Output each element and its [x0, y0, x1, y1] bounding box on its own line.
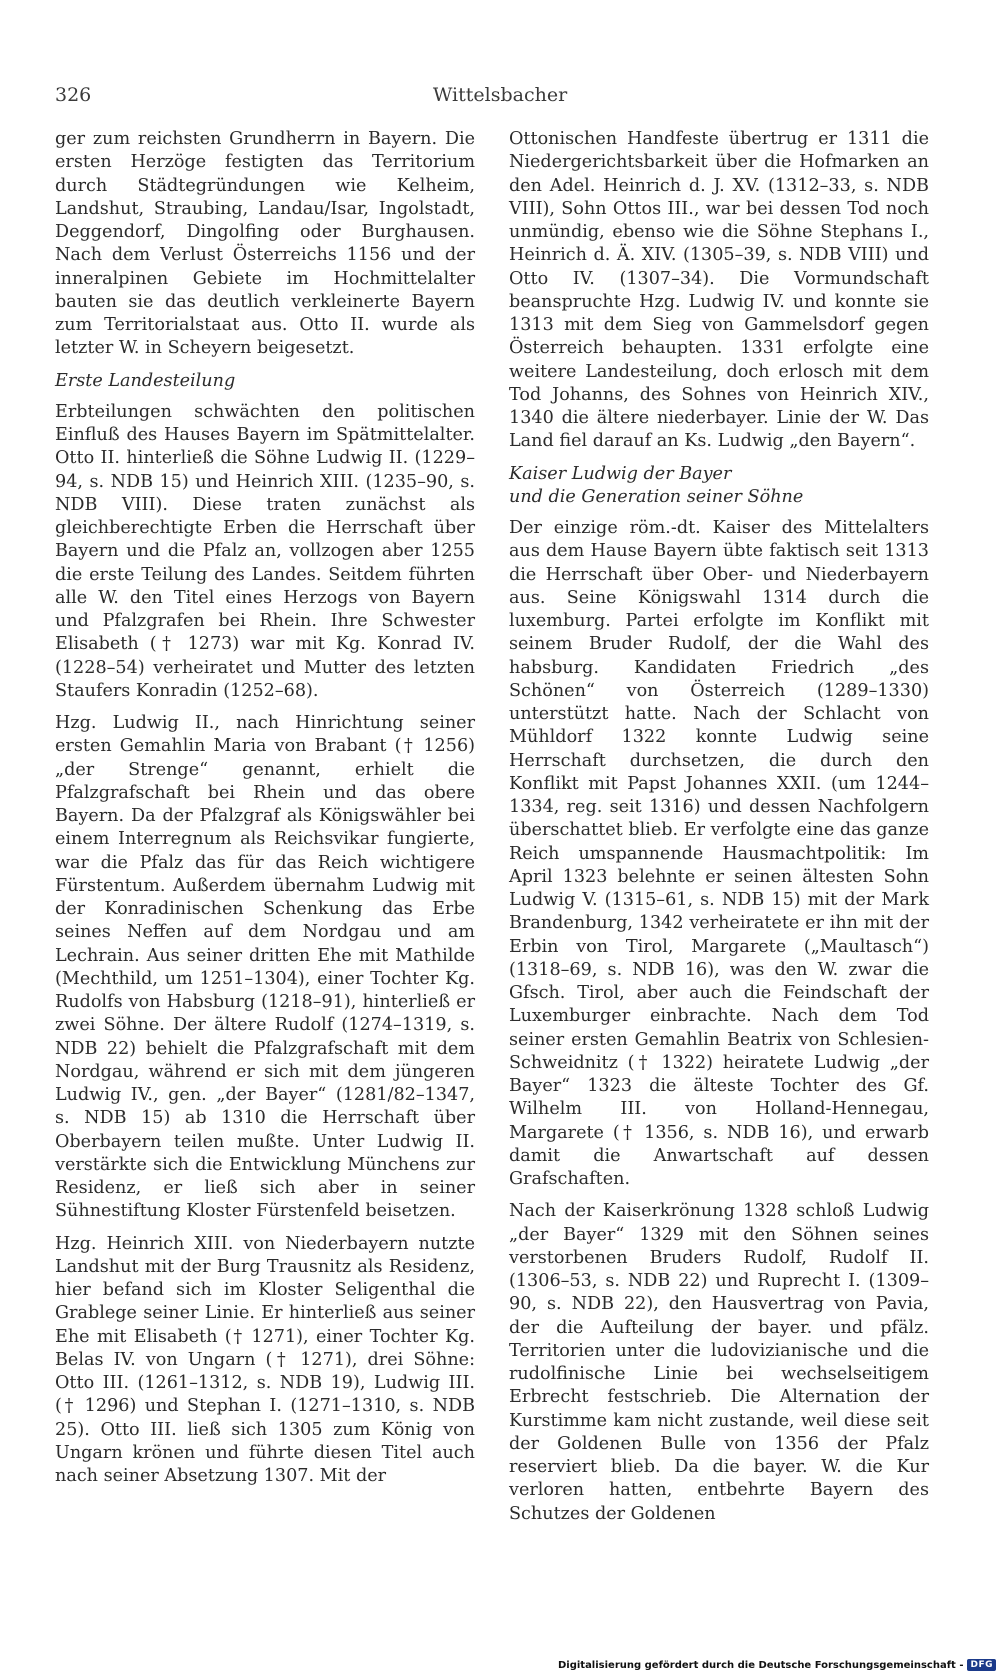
credit-text: Digitalisierung gefördert durch die Deutsche Forschungsgemeinschaft - [557, 1659, 964, 1671]
left-paragraph-2: Erbteilungen schwächten den politischen Einfluß des Hauses Bayern im Spätmittelalter. Otto II. hinterließ die Söhne Ludwig II. (1229–94, s. NDB 15) und Heinrich XIII. (1235–90, s. NDB VIII). Diese traten zunächst als gleichberechtigte Erben die Herrschaft über Bayern und die Pfalz an, vollzogen aber 1255 die erste Teilung des Landes. Seitdem führten alle W. den Titel eines Herzogs von Bayern und Pfalzgrafen bei Rhein. Ihre Schwester Elisabeth († 1273) war mit Kg. Konrad IV. (1228–54) verheiratet und Mutter des letzten Staufers Konradin (1252–68). [55, 401, 475, 701]
left-paragraph-1: ger zum reichsten Grundherrn in Bayern. Die ersten Herzöge festigten das Territorium durch Städtegründungen wie Kelheim, Landshut, Straubing, Landau/Isar, Ingolstadt, Deggendorf, Dingolfing oder Burghausen. Nach dem Verlust Österreichs 1156 und der inneralpinen Gebiete im Hochmittelalter bauten sie das deutlich verkleinerte Bayern zum Territorialstaat aus. Otto II. wurde als letzter W. in Scheyern beigesetzt. [55, 129, 475, 359]
right-paragraph-3: Nach der Kaiserkrönung 1328 schloß Ludwig „der Bayer“ 1329 mit den Söhnen seines verstorbenen Bruders Rudolf, Rudolf II. (1306–53, s. NDB 22) und Ruprecht I. (1309–90, s. NDB 22), den Hausvertrag von Pavia, der die Aufteilung der bayer. und pfälz. Territorien unter die ludovizianische und die rudolfinische Linie bei wechselseitigem Erbrecht festschrieb. Die Alternation der Kurstimme kam nicht zustande, weil diese seit der Goldenen Bulle von 1356 der Pfalz reserviert blieb. Da die bayer. W. die Kur verloren hatten, entbehrte Bayern des Schutzes der Goldenen [509, 1201, 929, 1524]
right-paragraph-2: Der einzige röm.-dt. Kaiser des Mittelalters aus dem Hause Bayern übte faktisch seit 1313 die Herrschaft über Ober- und Niederbayern aus. Seine Königswahl 1314 durch die luxemburg. Partei erfolgte im Konflikt mit seinem Bruder Rudolf, der die Wahl des habsburg. Kandidaten Friedrich „des Schönen“ von Österreich (1289–1330) unterstützt hatte. Nach der Schlacht von Mühldorf 1322 konnte Ludwig seine Herrschaft durchsetzen, die durch den Konflikt mit Papst Johannes XXII. (um 1244–1334, reg. seit 1316) und dessen Nachfolgern überschattet blieb. Er verfolgte eine das ganze Reich umspannende Hausmachtpolitik: Im April 1323 belehnte er seinen ältesten Sohn Ludwig V. (1315–61, s. NDB 15) mit der Mark Brandenburg, 1342 verheiratete er ihn mit der Erbin von Tirol, Margarete („Maultasch“) (1318–69, s. NDB 16), was den W. zwar die Gfsch. Tirol, aber auch die Feindschaft der Luxemburger einbrachte. Nach dem Tod seiner ersten Gemahlin Beatrix von Schlesien-Schweidnitz († 1322) heiratete Ludwig „der Bayer“ 1323 die älteste Tochter des Gf. Wilhelm III. von Holland-Hennegau, Margarete († 1356, s. NDB 16), und erwarb damit die Anwartschaft auf dessen Grafschaften. [509, 518, 929, 1189]
digitization-credit [558, 1659, 996, 1671]
section-heading-kaiser-ludwig [509, 463, 929, 510]
left-paragraph-3: Hzg. Ludwig II., nach Hinrichtung seiner ersten Gemahlin Maria von Brabant († 1256) „der Strenge“ genannt, erhielt die Pfalzgrafschaft bei Rhein und das obere Bayern. Da der Pfalzgraf als Königswähler bei einem Interregnum als Reichsvikar fungierte, war die Pfalz das für das Reich wichtigere Fürstentum. Außerdem übernahm Ludwig mit der Konradinischen Schenkung das Erbe seines Neffen auf dem Nordgau und am Lechrain. Aus seiner dritten Ehe mit Mathilde (Mechthild, um 1251–1304), einer Tochter Kg. Rudolfs von Habsburg (1218–91), hinterließ er zwei Söhne. Der ältere Rudolf (1274–1319, s. NDB 22) behielt die Pfalzgrafschaft mit dem Nordgau, während er sich mit dem jüngeren Ludwig IV., gen. „der Bayer“ (1281/82–1347, s. NDB 15) ab 1310 die Herrschaft über Oberbayern teilen mußte. Unter Ludwig II. verstärkte sich die Entwicklung Münchens zur Residenz, er ließ sich aber in seiner Sühnestiftung Kloster Fürstenfeld beisetzen. [55, 713, 475, 1222]
right-paragraph-1: Ottonischen Handfeste übertrug er 1311 die Niedergerichtsbarkeit über die Hofmarken an den Adel. Heinrich d. J. XV. (1312–33, s. NDB VIII), Sohn Ottos III., war bei dessen Tod noch unmündig, ebenso wie die Söhne Stephans I., Heinrich d. Ä. XIV. (1305–39, s. NDB VIII) und Otto IV. (1307–34). Die Vormundschaft beanspruchte Hzg. Ludwig IV. und konnte sie 1313 mit dem Sieg von Gammelsdorf gegen Österreich behaupten. 1331 erfolgte eine weitere Landesteilung, doch erlosch mit dem Tod Johanns, des Sohnes von Heinrich XIV., 1340 die ältere niederbayer. Linie der W. Das Land fiel darauf an Ks. Ludwig „den Bayern“. [509, 129, 929, 452]
left-column [55, 128, 475, 1497]
running-title: Wittelsbacher [432, 84, 568, 106]
section-heading-text: Erste Landesteilung [55, 370, 236, 391]
page-number: 326 [55, 84, 92, 106]
right-column [509, 128, 929, 1535]
dfg-logo: DFG [967, 1659, 996, 1671]
section-heading-line-2: und die Generation seiner Söhne [509, 486, 804, 507]
left-paragraph-4: Hzg. Heinrich XIII. von Niederbayern nutzte Landshut mit der Burg Trausnitz als Residenz, hier befand sich im Kloster Seligenthal die Grablege seiner Linie. Er hinterließ aus seiner Ehe mit Elisabeth († 1271), einer Tochter Kg. Belas IV. von Ungarn († 1271), drei Söhne: Otto III. (1261–1312, s. NDB 19), Ludwig III. († 1296) und Stephan I. (1271–1310, s. NDB 25). Otto III. ließ sich 1305 zum König von Ungarn krönen und führte diesen Titel auch nach seiner Absetzung 1307. Mit der [55, 1233, 475, 1486]
section-heading-line-1: Kaiser Ludwig der Bayer [509, 463, 732, 484]
section-heading-erste-landesteilung [55, 370, 475, 393]
